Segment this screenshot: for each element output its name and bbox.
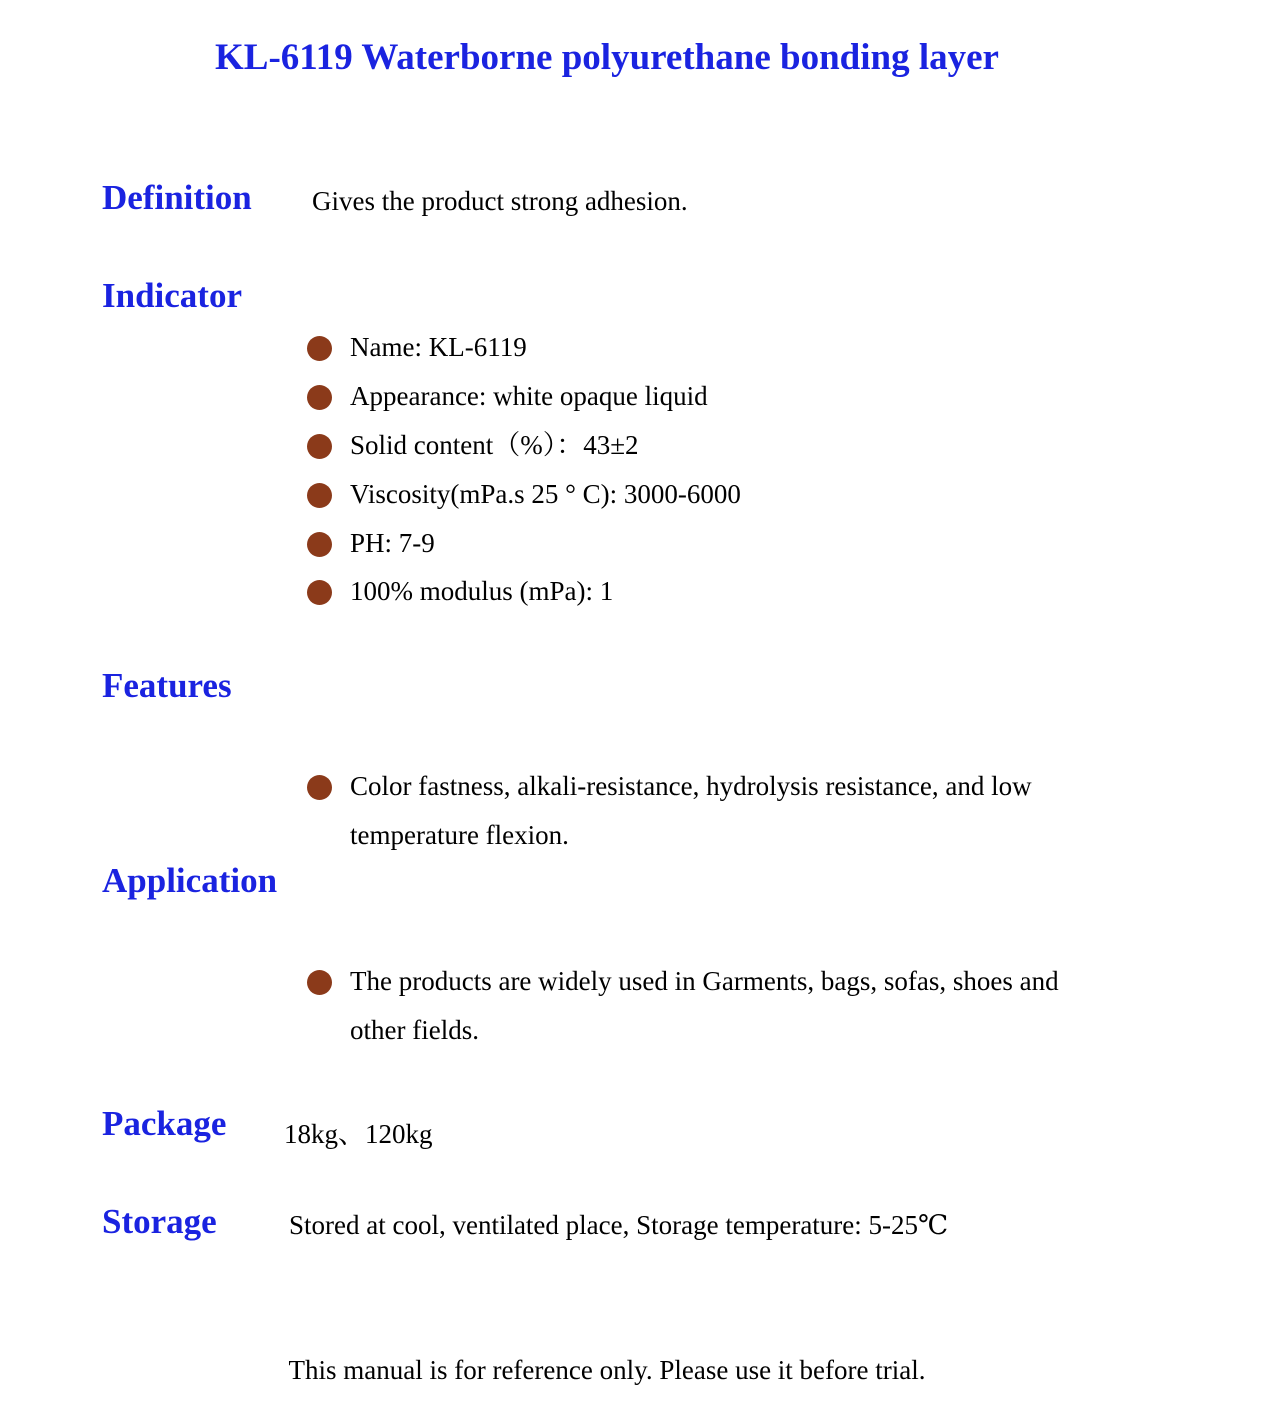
package-heading: Package <box>102 1104 227 1143</box>
indicator-item-text: 100% modulus (mPa): 1 <box>350 576 614 606</box>
storage-heading: Storage <box>102 1202 217 1241</box>
features-item-text: Color fastness, alkali-resistance, hydrolysis resistance, and low temperature flexion. <box>350 771 1032 850</box>
indicator-item-text: Name: KL-6119 <box>350 332 527 362</box>
application-heading: Application <box>102 861 278 900</box>
features-heading: Features <box>102 666 232 705</box>
package-text: 18kg、120kg <box>284 1119 433 1149</box>
bullet-dot-icon <box>307 336 332 361</box>
bullet-dot-icon <box>307 385 332 410</box>
indicator-item-text: Solid content（%）：43±2 <box>350 430 639 460</box>
bullet-dot-icon <box>307 580 332 605</box>
storage-text: Stored at cool, ventilated place, Storage temperature: 5-25℃ <box>289 1210 949 1240</box>
indicator-heading: Indicator <box>102 276 242 315</box>
definition-heading: Definition <box>102 178 252 217</box>
indicator-item-text: Appearance: white opaque liquid <box>350 381 708 411</box>
bullet-dot-icon <box>307 483 332 508</box>
bullet-dot-icon <box>307 775 332 800</box>
application-item-text: The products are widely used in Garments, bags, sofas, shoes and other fields. <box>350 966 1059 1045</box>
definition-text: Gives the product strong adhesion. <box>312 186 688 216</box>
page-title: KL-6119 Waterborne polyurethane bonding layer <box>215 37 999 78</box>
bullet-dot-icon <box>307 434 332 459</box>
footer-note: This manual is for reference only. Please use it before trial. <box>288 1355 926 1385</box>
bullet-dot-icon <box>307 970 332 995</box>
indicator-item-text: PH: 7-9 <box>350 528 435 558</box>
indicator-item-text: Viscosity(mPa.s 25 ° C): 3000-6000 <box>350 479 741 509</box>
bullet-dot-icon <box>307 532 332 557</box>
